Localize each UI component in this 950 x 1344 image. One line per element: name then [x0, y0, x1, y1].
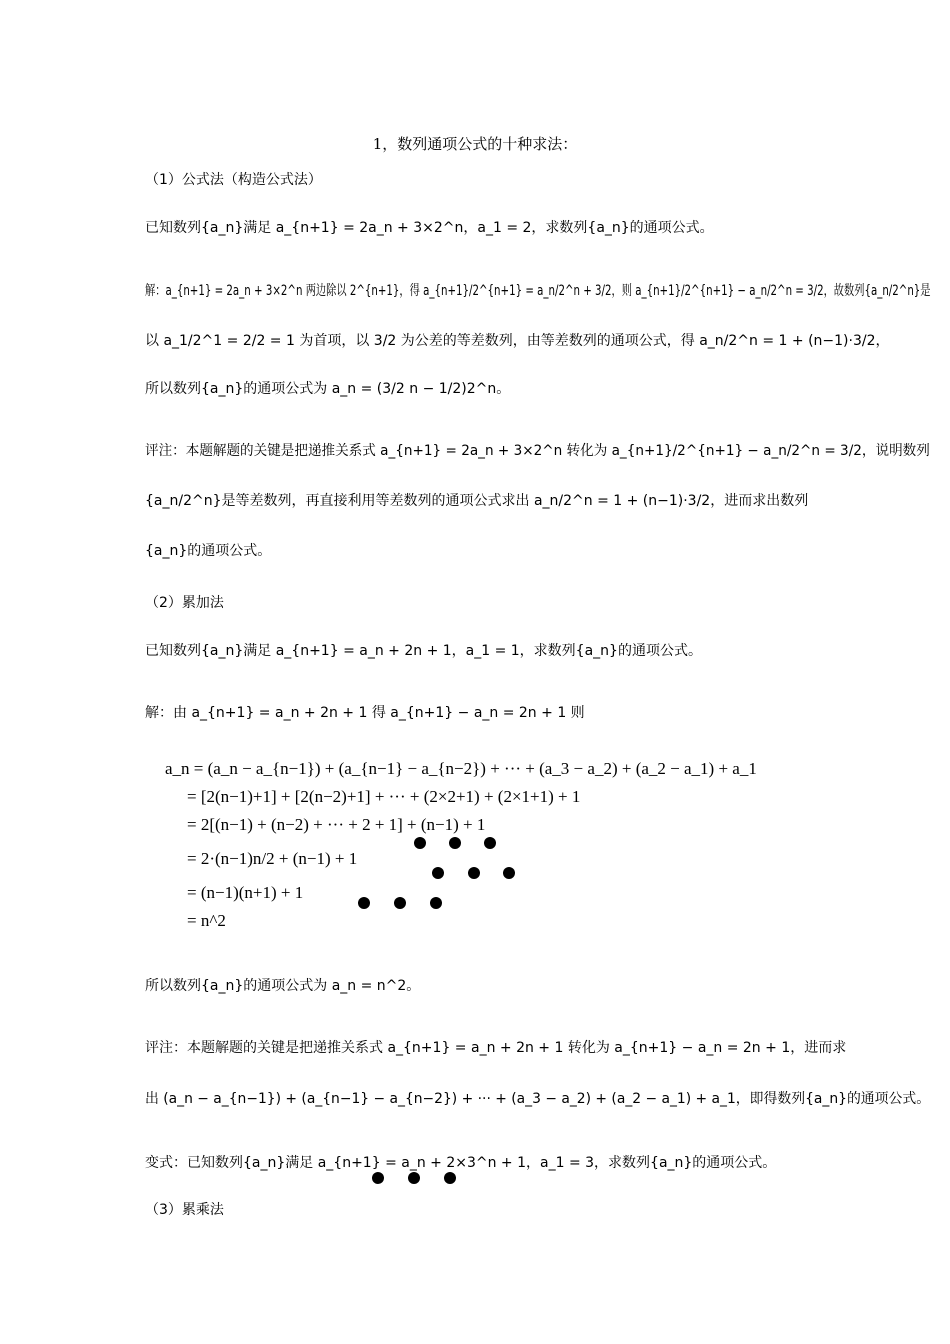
example-1-note-text-1: 评注：本题解题的关键是把递推关系式 a_{n+1} = 2a_n + 3×2^n 转化为 a_{n+1}/2^{n+1} − a_n/2^n = 3/2，说明数列: [145, 443, 930, 459]
example-1-solution-text-2: 以 a_1/2^1 = 2/2 = 1 为首项，以 3/2 为公差的等差数列，由等差数列的通项公式，得 a_n/2^n = 1 + (n−1)·3/2，: [145, 333, 890, 349]
section-heading-2: （2）累加法: [145, 595, 224, 611]
derivation-step-2: = [2(n−1)+1] + [2(n−2)+1] + ··· + (2×2+1) + (2×1+1) + 1: [187, 787, 581, 806]
ellipsis-dot: [394, 897, 406, 909]
example-1-solution-text-3: 所以数列{a_n}的通项公式为 a_n = (3/2 n − 1/2)2^n。: [145, 381, 511, 397]
ellipsis-dot: [484, 837, 496, 849]
derivation-step-6: = n^2: [187, 911, 226, 930]
example-2-derivation: [165, 755, 757, 935]
example-2-statement: [145, 640, 702, 661]
example-2-note-line-2: [145, 1088, 930, 1109]
example-1-statement: [145, 217, 714, 238]
example-1-solution-line-1: [145, 280, 931, 301]
section-heading-3: （3）累乘法: [145, 1202, 224, 1218]
example-2-note-text-2: 出 (a_n − a_{n−1}) + (a_{n−1} − a_{n−2}) + ··· + (a_3 − a_2) + (a_2 − a_1) + a_1，即得数列{a_n}的通项公式。: [145, 1091, 931, 1107]
ellipsis-dot: [430, 897, 442, 909]
ellipsis-dot: [503, 867, 515, 879]
derivation-step-3: = 2[(n−1) + (n−2) + ··· + 2 + 1] + (n−1) + 1: [187, 815, 486, 834]
example-1-note-line-3: [145, 540, 271, 561]
example-2-solution-text: 解：由 a_{n+1} = a_n + 2n + 1 得 a_{n+1} − a_n = 2n + 1 则: [145, 705, 585, 721]
ellipsis-dot: [414, 837, 426, 849]
example-2-conclusion: [145, 975, 420, 996]
example-1-solution-line-2: [145, 330, 890, 351]
derivation-step-1: a_n = (a_n − a_{n−1}) + (a_{n−1} − a_{n−2}) + ··· + (a_3 − a_2) + (a_2 − a_1) + a_1: [165, 759, 757, 778]
example-1-solution-line-3: [145, 378, 510, 399]
example-2-conclusion-text: 所以数列{a_n}的通项公式为 a_n = n^2。: [145, 978, 421, 994]
page-title: 1，数列通项公式的十种求法：: [372, 135, 578, 153]
derivation-step-5: = (n−1)(n+1) + 1: [187, 883, 304, 902]
example-1-note-text-3: {a_n}的通项公式。: [145, 543, 272, 559]
example-1-note-line-2: [145, 490, 808, 511]
ellipsis-dot: [444, 1172, 456, 1184]
example-2-solution-intro: [145, 702, 585, 723]
section-heading-1: （1）公式法（构造公式法）: [145, 172, 322, 188]
example-2-note-text-1: 评注：本题解题的关键是把递推关系式 a_{n+1} = a_n + 2n + 1 转化为 a_{n+1} − a_n = 2n + 1，进而求: [145, 1040, 847, 1056]
example-2-text: 已知数列{a_n}满足 a_{n+1} = a_n + 2n + 1，a_1 = 1，求数列{a_n}的通项公式。: [145, 643, 702, 659]
example-1-text: 已知数列{a_n}满足 a_{n+1} = 2a_n + 3×2^n，a_1 = 2，求数列{a_n}的通项公式。: [145, 220, 714, 236]
derivation-step-4: = 2·(n−1)n/2 + (n−1) + 1: [187, 849, 358, 868]
ellipsis-dot: [449, 837, 461, 849]
ellipsis-dot: [372, 1172, 384, 1184]
ellipsis-dot: [358, 897, 370, 909]
example-2-note-line-1: [145, 1037, 846, 1058]
ellipsis-dot: [468, 867, 480, 879]
ellipsis-dot: [432, 867, 444, 879]
variant-exercise-text: 变式：已知数列{a_n}满足 a_{n+1} = a_n + 2×3^n + 1，a_1 = 3，求数列{a_n}的通项公式。: [145, 1155, 777, 1171]
ellipsis-dot: [408, 1172, 420, 1184]
example-1-note-text-2: {a_n/2^n}是等差数列，再直接利用等差数列的通项公式求出 a_n/2^n = 1 + (n−1)·3/2，进而求出数列: [145, 493, 809, 509]
variant-exercise: [145, 1152, 776, 1173]
example-1-solution-text-1: 解：a_{n+1} = 2a_n + 3×2^n 两边除以 2^{n+1}，得 a_{n+1}/2^{n+1} = a_n/2^n + 3/2，则 a_{n+1}/2^{n+1} − a_n/2^n = 3/2，故数列{a_n/2^n}是: [145, 283, 931, 299]
example-1-note-line-1: [145, 440, 930, 461]
